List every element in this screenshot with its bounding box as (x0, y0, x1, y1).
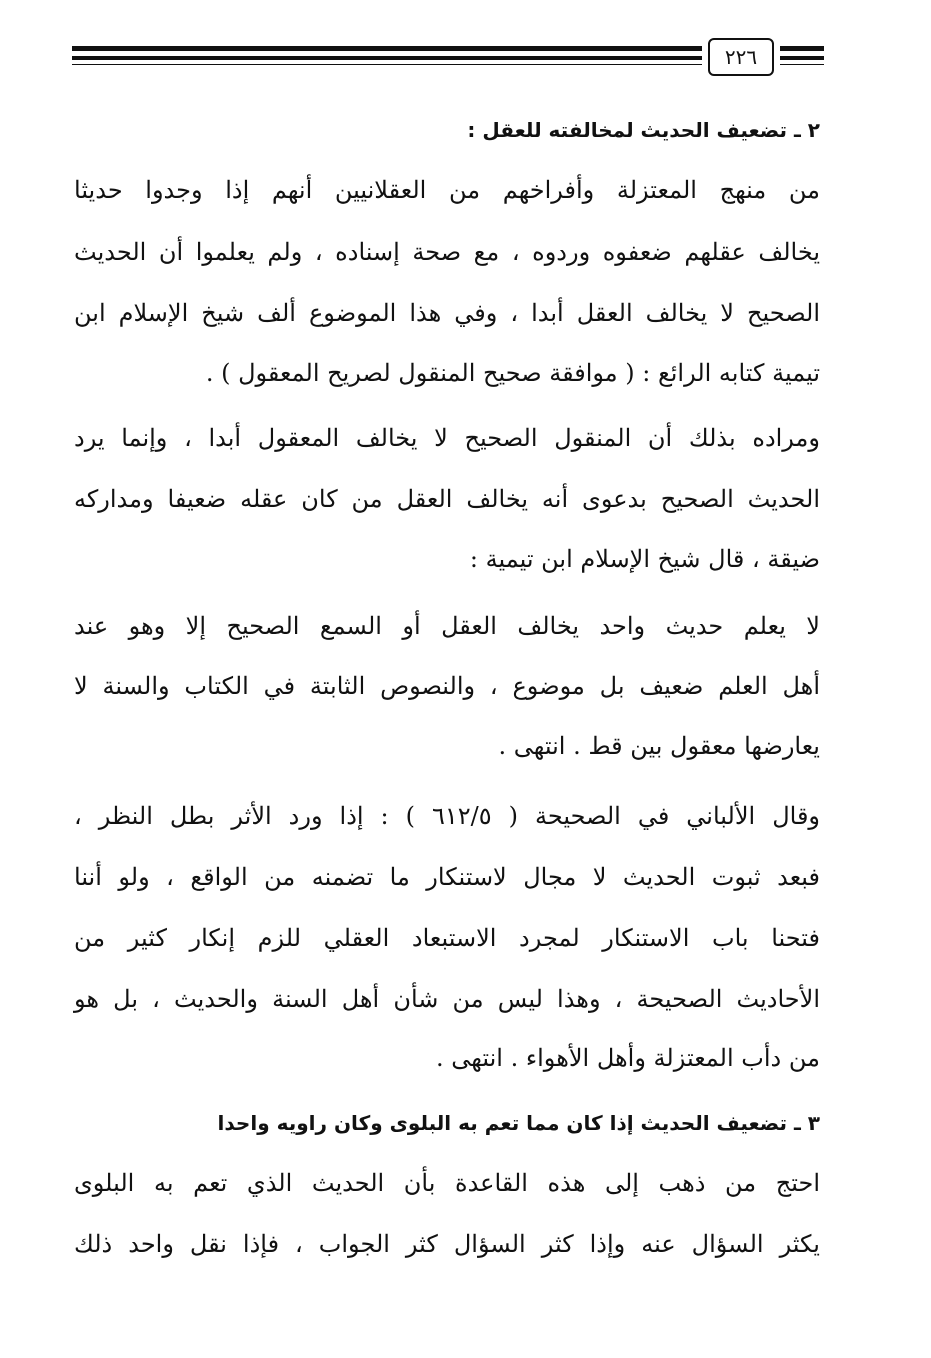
text-line: الحديث الصحيح بدعوى أنه يخالف العقل من كان عقله ضعيفا ومداركه (74, 485, 820, 513)
text-line: وقال الألباني في الصحيحة ( ٦١٢/٥ ) : إذا ورد الأثر بطل النظر ، (74, 802, 821, 830)
text-line: لا يعلم حديث واحد يخالف العقل أو السمع الصحيح إلا وهو عند (74, 612, 820, 640)
text-line: احتج من ذهب إلى هذه القاعدة بأن الحديث الذي تعم به البلوى (74, 1169, 820, 1197)
text-line: الصحيح لا يخالف العقل أبدا ، وفي هذا الموضوع ألف شيخ الإسلام ابن (74, 299, 820, 327)
text-line: فبعد ثبوت الحديث لا مجال لاستنكار ما تضمنه من الواقع ، ولو أننا (74, 863, 820, 891)
text-line: ضيقة ، قال شيخ الإسلام ابن تيمية : (469, 545, 820, 573)
text-line: يعارضها معقول بين قط . انتهى . (498, 732, 820, 760)
text-line: فتحنا باب الاستنكار لمجرد الاستبعاد العقلي للزم إنكار كثير من (74, 924, 820, 952)
text-line: يكثر السؤال عنه وإذا كثر السؤال كثر الجواب ، فإذا نقل واحد ذلك (74, 1230, 820, 1258)
header-rule-medium-right (780, 56, 824, 60)
text-line: أهل العلم ضعيف بل موضوع ، والنصوص الثابتة في الكتاب والسنة لا (74, 672, 821, 700)
section-heading: ٣ ـ تضعيف الحديث إذا كان مما تعم به البلوى وكان راويه واحدا (217, 1111, 820, 1135)
header-rule-thick (72, 46, 702, 51)
section-heading: ٢ ـ تضعيف الحديث لمخالفته للعقل : (467, 118, 820, 142)
text-line: يخالف عقلهم ضعفوه وردوه ، مع صحة إسناده ، ولم يعلموا أن الحديث (74, 238, 820, 266)
header-rule-thin (72, 64, 702, 65)
header-rule-thick-right (780, 46, 824, 51)
text-line: ومراده بذلك أن المنقول الصحيح لا يخالف المعقول أبدا ، وإنما يرد (74, 424, 820, 452)
text-line: الأحاديث الصحيحة ، وهذا ليس من شأن أهل السنة والحديث ، بل هو (74, 985, 820, 1013)
text-line: من دأب المعتزلة وأهل الأهواء . انتهى . (436, 1044, 820, 1072)
text-line: تيمية كتابه الرائع : ( موافقة صحيح المنقول لصريح المعقول ) . (205, 359, 820, 387)
text-line: من منهج المعتزلة وأفراخهم من العقلانيين أنهم إذا وجدوا حديثا (74, 176, 820, 204)
page-header (72, 38, 824, 82)
header-rule-medium (72, 56, 702, 60)
header-rule-thin-right (780, 64, 824, 65)
page-number: ٢٢٦ (708, 38, 774, 76)
